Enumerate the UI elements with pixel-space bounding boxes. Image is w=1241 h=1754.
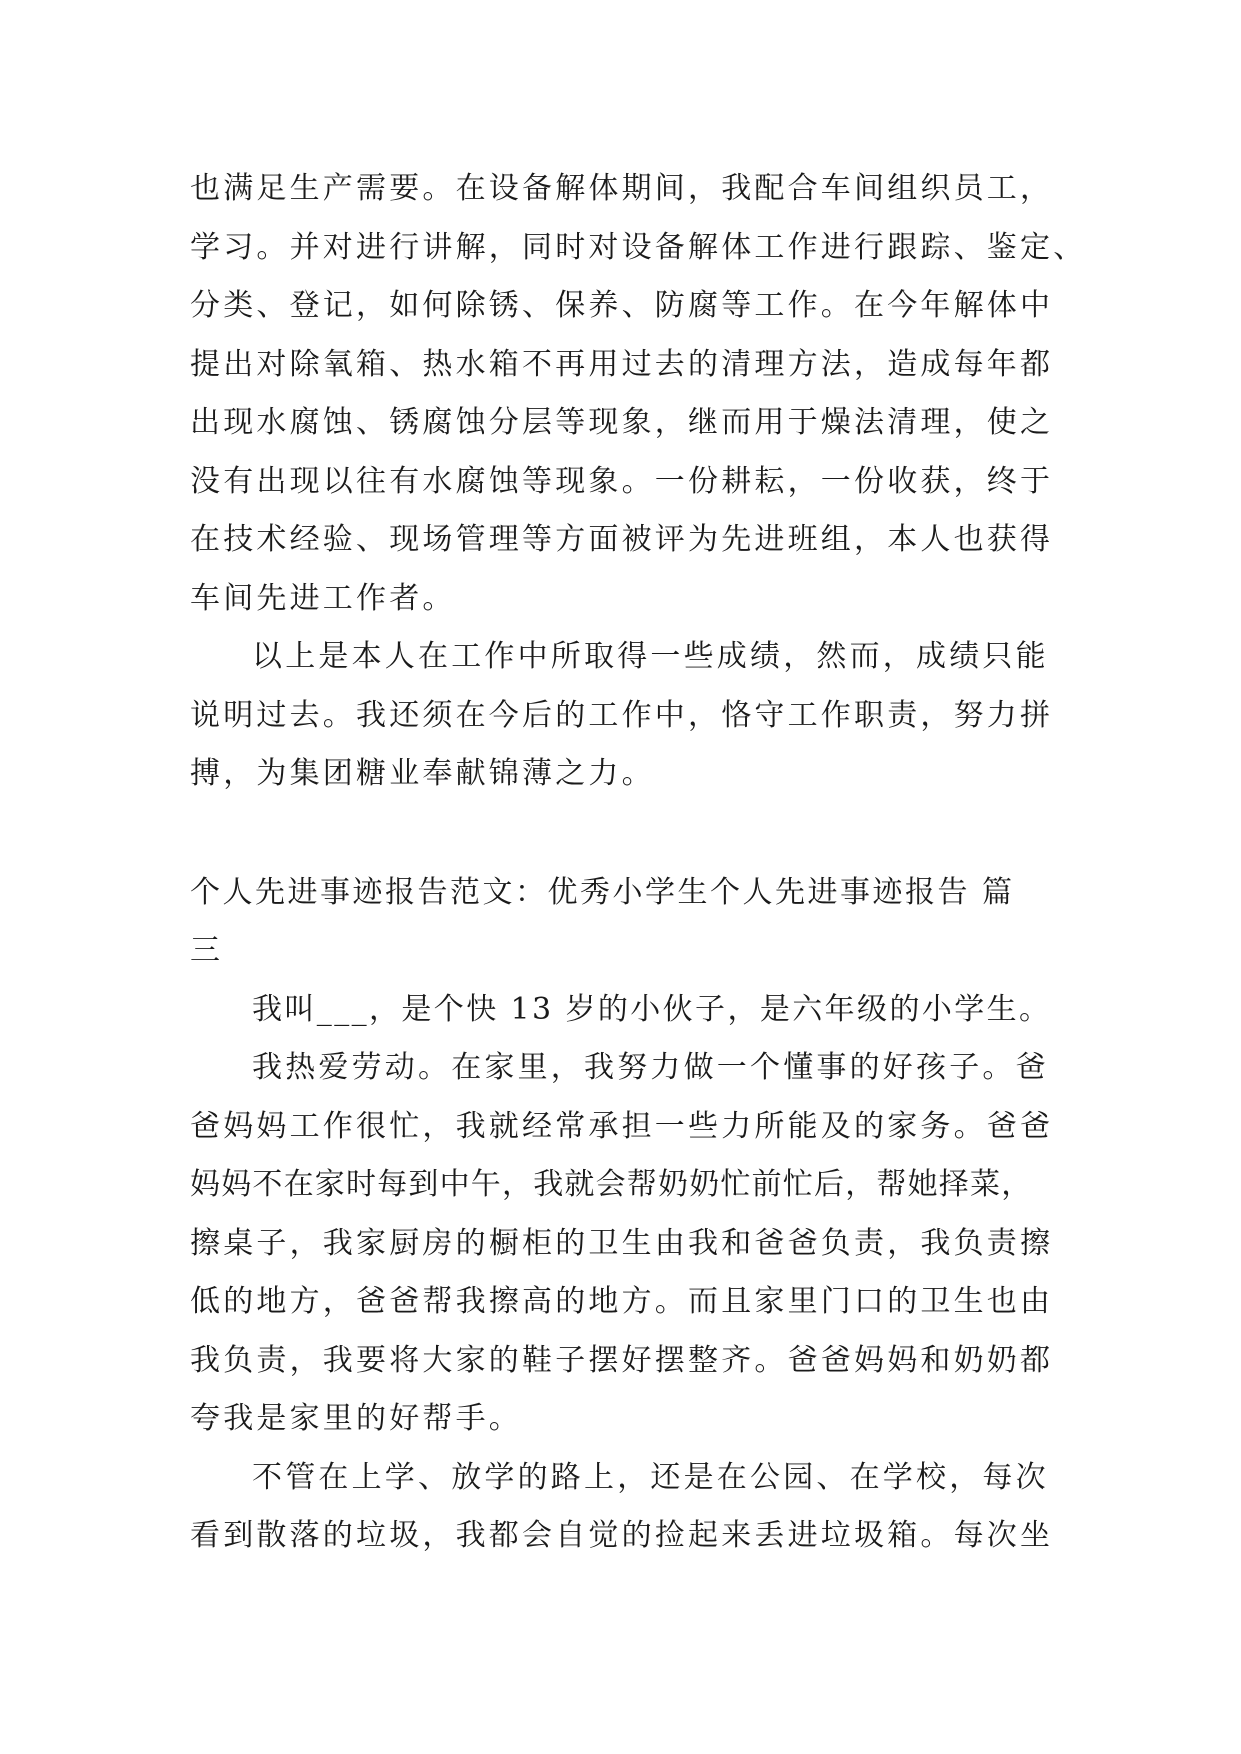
text-line: 也满足生产需要。在设备解体期间，我配合车间组织员工， — [190, 171, 1054, 206]
text-line: 以上是本人在工作中所取得一些成绩，然而，成绩只能 — [252, 639, 1049, 674]
text-line: 我叫___，是个快 13 岁的小伙子，是六年级的小学生。 — [252, 991, 1052, 1027]
text-line: 车间先进工作者。 — [190, 580, 456, 616]
text-line: 没有出现以往有水腐蚀等现象。一份耕耘，一份收获，终于 — [190, 463, 1054, 499]
text-line: 出现水腐蚀、锈腐蚀分层等现象，继而用于燥法清理，使之 — [190, 405, 1054, 440]
paragraph-1 — [190, 160, 1087, 628]
text-line: 低的地方，爸爸帮我擦高的地方。而且家里门口的卫生也由 — [190, 1284, 1054, 1319]
document-body — [190, 160, 1087, 1566]
section-gap — [190, 804, 1060, 864]
text-line: 在技术经验、现场管理等方面被评为先进班组，本人也获得 — [190, 522, 1054, 557]
text-line: 夸我是家里的好帮手。 — [190, 1401, 522, 1436]
paragraph-2 — [190, 628, 1060, 804]
heading-line: 三 — [190, 933, 223, 968]
heading-line: 个人先进事迹报告范文：优秀小学生个人先进事迹报告 篇 — [190, 874, 1015, 910]
text-line: 爸妈妈工作很忙，我就经常承担一些力所能及的家务。爸爸 — [190, 1108, 1054, 1144]
text-line: 我负责，我要将大家的鞋子摆好摆整齐。爸爸妈妈和奶奶都 — [190, 1342, 1054, 1378]
text-line: 擦桌子，我家厨房的橱柜的卫生由我和爸爸负责，我负责擦 — [190, 1225, 1054, 1261]
paragraph-4 — [190, 1039, 1060, 1449]
text-line: 提出对除氧箱、热水箱不再用过去的清理方法，造成每年都 — [190, 346, 1054, 382]
text-line: 搏，为集团糖业奉献锦薄之力。 — [190, 756, 655, 791]
text-line: 说明过去。我还须在今后的工作中，恪守工作职责，努力拼 — [190, 697, 1054, 733]
paragraph-3 — [190, 981, 1060, 1040]
text-line: 不管在上学、放学的路上，还是在公园、在学校，每次 — [252, 1459, 1049, 1495]
text-line: 学习。并对进行讲解，同时对设备解体工作进行跟踪、鉴定、 — [190, 229, 1087, 265]
section-heading — [190, 864, 1060, 981]
text-line: 看到散落的垃圾，我都会自觉的捡起来丢进垃圾箱。每次坐 — [190, 1518, 1054, 1553]
text-line: 分类、登记，如何除锈、保养、防腐等工作。在今年解体中 — [190, 288, 1054, 323]
text-line: 妈妈不在家时每到中午，我就会帮奶奶忙前忙后，帮她择菜， — [190, 1167, 1033, 1202]
paragraph-5 — [190, 1449, 1060, 1566]
text-line: 我热爱劳动。在家里，我努力做一个懂事的好孩子。爸 — [252, 1050, 1049, 1085]
